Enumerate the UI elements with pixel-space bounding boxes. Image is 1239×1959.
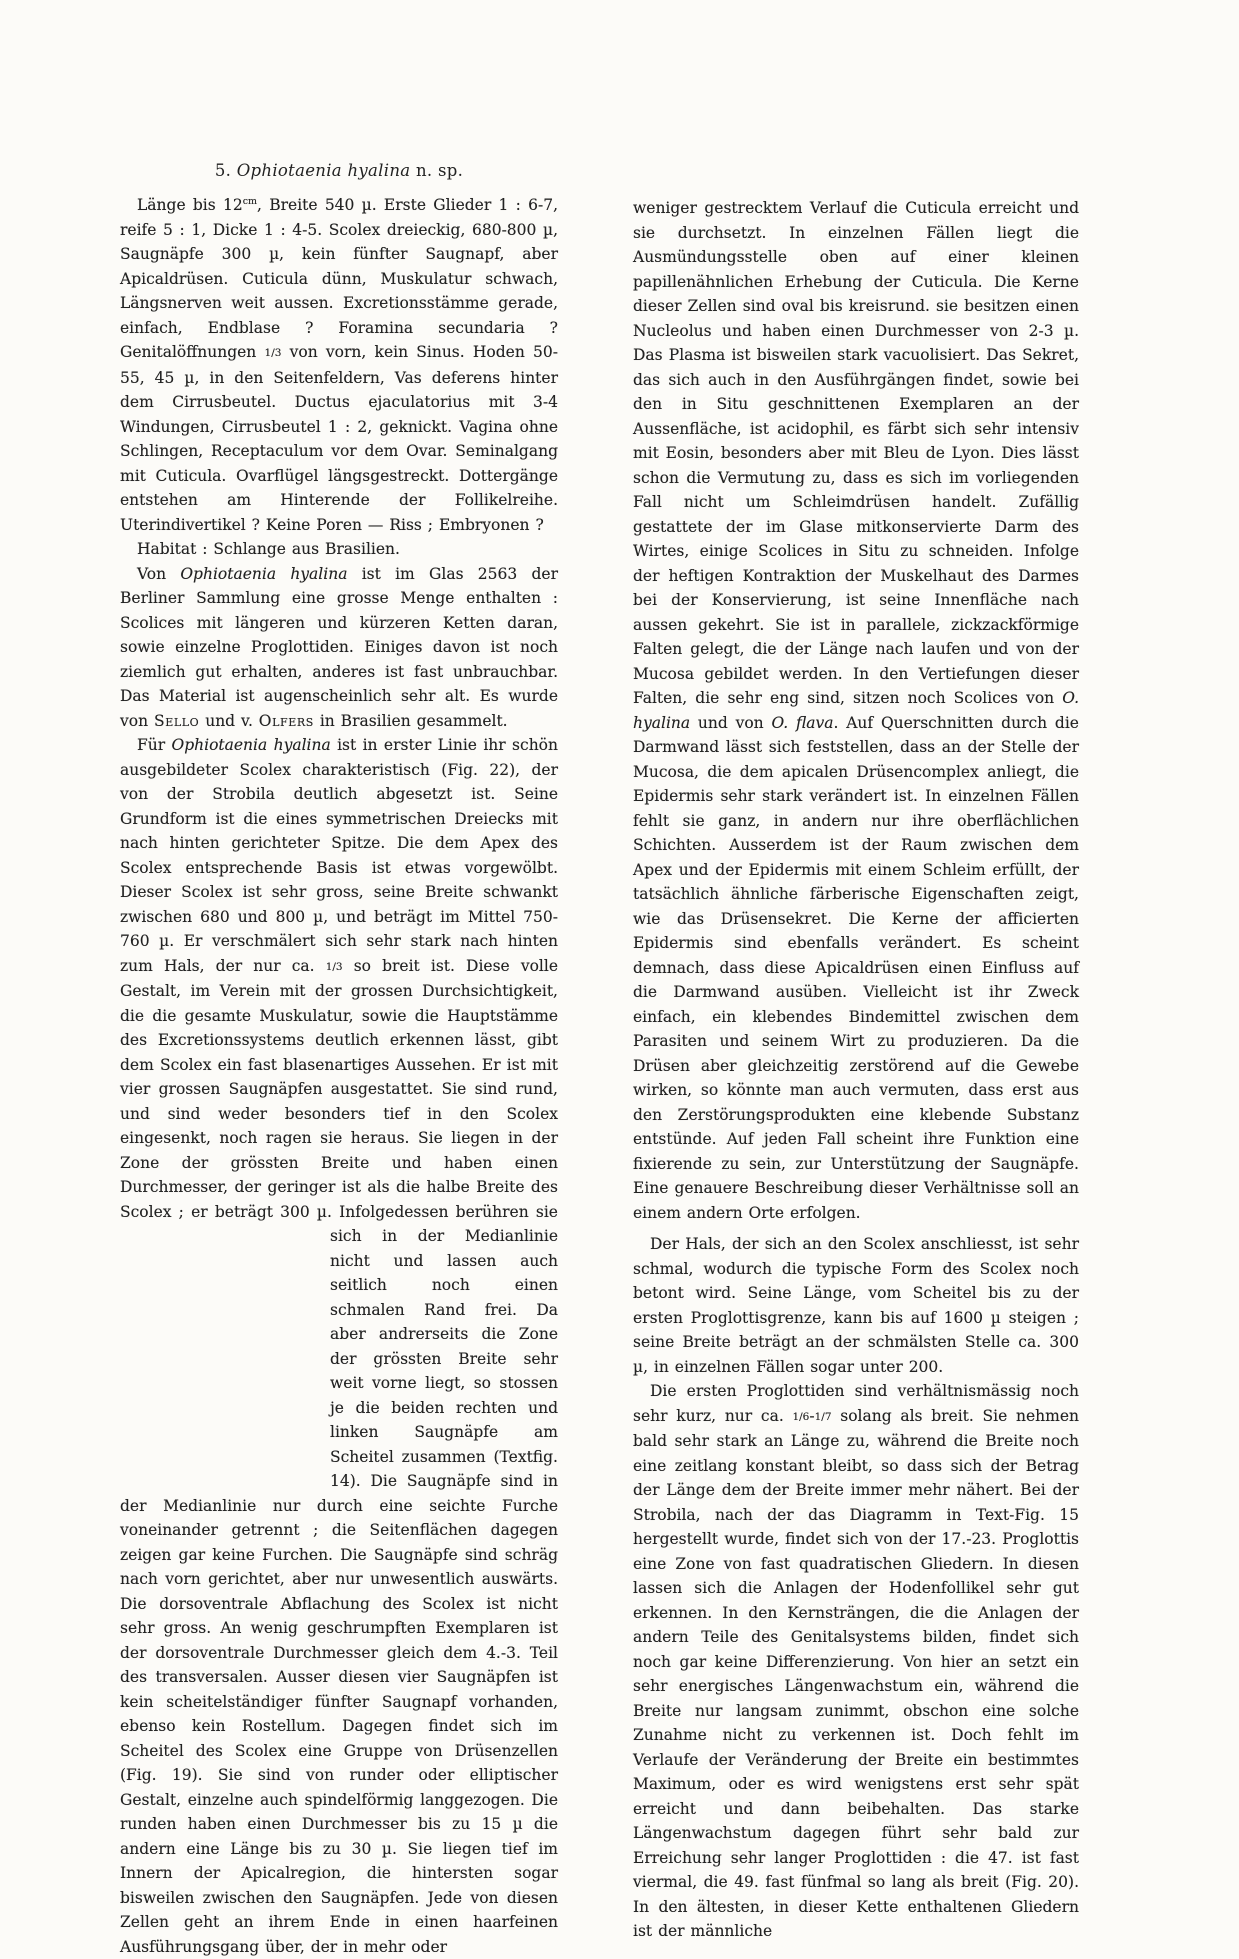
text-segment: Medianlinie nicht und lassen auch seitlich noch einen schmalen Rand frei. Da aber andrerseits die Zone der grössten Breite sehr weit vorne liegt, so stossen je die beiden rechten und linken Saugnäpfe am Scheitel zusammen (Textfig. 14). Die Saugnäpfe sind in der Medianlinie nur durch eine seichte Furche voneinander getrennt ; die Seitenflächen dagegen zeigen gar keine Furchen. Die Saugnäpfe sind schräg nach vorn gerichtet, aber nur unwesentlich auswärts. Die dorsoventrale Abflachung des Scolex ist nicht sehr gross. An wenig geschrumpften Exemplaren ist der dorsoventrale Durchmesser gleich dem 4.-3. Teil des transversalen. Ausser diesen vier Saugnäpfen ist kein scheitelständiger fünfter Saugnapf vorhanden, ebenso kein Rostellum. Dagegen findet sich im Scheitel des Scolex eine Gruppe von Drüsenzellen (Fig. 19). Sie sind von runder oder elliptischer Gestalt, einzelne auch spindelförmig langgezogen. Die runden haben einen Durchmesser bis zu 15 µ die andern eine Länge bis zu 30 µ. Sie liegen tief im Innern der Apicalregion, die hintersten sogar bisweilen zwischen den Saugnäpfen. Jede von diesen Zellen geht an ihrem Ende in einen haarfeinen Ausführungsgang über, der in mehr oder bbox=[120, 1227, 558, 1956]
paragraph-habitat bbox=[120, 537, 558, 562]
left-column bbox=[120, 158, 558, 1959]
text-segment: in Brasilien gesammelt. bbox=[313, 711, 508, 730]
paragraph-hals bbox=[633, 1232, 1079, 1379]
figure-space bbox=[120, 1224, 330, 1493]
text-segment: 1/6 bbox=[792, 1410, 810, 1423]
text-segment: ist in erster Linie ihr schön ausgebildeter Scolex charakteristisch (Fig. 22), der von der Strobila deutlich abgesetzt ist. Seine Grundform ist die eines symmetrischen Dreiecks mit nach hinten gerichteter Spitze. Die dem Apex des Scolex entsprechende Basis ist etwas vorgewölbt. Dieser Scolex ist sehr gross, seine Breite schwankt zwischen 680 und 800 µ, und beträgt im Mittel 750-760 µ. Er verschmälert sich sehr stark nach hinten zum Hals, der nur ca. bbox=[120, 736, 558, 975]
text-segment: 1/7 bbox=[814, 1410, 832, 1423]
text-segment: 1/3 bbox=[325, 960, 343, 973]
paragraph-proglottiden bbox=[633, 1379, 1079, 1944]
text-segment: O. hyalina bbox=[633, 689, 1079, 732]
paragraph-scolex bbox=[120, 733, 558, 1959]
right-column bbox=[633, 196, 1079, 1944]
paragraph-diagnosis bbox=[120, 190, 558, 537]
title-species: Ophiotaenia hyalina bbox=[236, 161, 411, 180]
text-segment: Für bbox=[137, 736, 172, 754]
text-segment: Der Hals, der sich an den Scolex anschliesst, ist sehr schmal, wodurch die typische Form des Scolex noch betont wird. Seine Länge, vom Scheitel bis zu der ersten Proglottisgrenze, kann bis auf 1600 µ steigen ; seine Breite beträgt an der schmälsten Stelle ca. 300 µ, in einzelnen Fällen sogar unter 200. bbox=[633, 1235, 1079, 1376]
text-segment: ist im Glas 2563 der Berliner Sammlung eine grosse Menge enthalten : Scolices mit längeren und kürzeren Ketten daran, sowie einzelne Proglottiden. Einiges davon ist noch ziemlich gut erhalten, anderes ist fast unbrauchbar. Das Material ist augenscheinlich sehr alt. Es wurde von bbox=[120, 564, 558, 730]
text-segment: weniger gestrecktem Verlauf die Cuticula erreicht und sie durchsetzt. In einzelnen Fällen liegt die Ausmündungsstelle oben auf einer kleinen papillenähnlichen Erhebung der Cuticula. Die Kerne dieser Zellen sind oval bis kreisrund. sie besitzen einen Nucleolus und haben einen Durchmesser von 2-3 µ. Das Plasma ist bisweilen stark vacuolisiert. Das Sekret, das sich auch in den Ausführgängen findet, sowie bei den in Situ geschnittenen Exemplaren an der Aussenfläche, ist acidophil, es färbt sich sehr intensiv mit Eosin, besonders aber mit Bleu de Lyon. Dies lässt schon die Vermutung zu, dass es sich im vorliegenden Fall nicht um Schleimdrüsen handelt. Zufällig gestattete der im Glase mitkonservierte Darm des Wirtes, einige Scolices in Situ zu schneiden. Infolge der heftigen Kontraktion der Muskelhaut des Darmes bei der Konservierung, ist seine Innenfläche nach aussen gekehrt. Sie ist in parallele, zickzackförmige Falten gelegt, die der Länge nach laufen und von der Mucosa gebildet werden. In den Vertiefungen dieser Falten, die sehr eng sind, sitzen noch Scolices von bbox=[633, 199, 1079, 707]
text-segment: O. flava bbox=[771, 713, 834, 732]
text-segment: cm bbox=[242, 196, 258, 207]
text-segment: Ophiotaenia hyalina bbox=[180, 564, 348, 583]
text-segment: . Auf Querschnitten durch die Darmwand lässt sich feststellen, dass an der Stelle der Mucosa, die dem apicalen Drüsencomplex anliegt, die Epidermis sehr stark verändert ist. In einzelnen Fällen fehlt sie ganz, in andern nur ihre oberflächlichen Schichten. Ausserdem ist der Raum zwischen dem Apex und der Epidermis mit einem Schleim erfüllt, der tatsächlich ähnliche färberische Eigenschaften zeigt, wie das Drüsensekret. Die Kerne der afficierten Epidermis sind ebenfalls verändert. Es scheint demnach, dass diese Apicaldrüsen einen Einfluss auf die Darmwand ausüben. Vielleicht ist ihr Zweck einfach, ein klebendes Bindemittel zwischen dem Parasiten und seinem Wirt zu produzieren. Da die Drüsen aber gleichzeitig zerstörend auf die Gewebe wirken, so könnte man auch vermuten, dass erst aus den Zerstörungsprodukten eine klebende Substanz entstünde. Auf jeden Fall scheint ihre Funktion eine fixierende zu sein, zur Unterstützung der Saugnäpfe. Eine genauere Beschreibung dieser Verhältnisse soll an einem andern Orte erfolgen. bbox=[633, 713, 1079, 1222]
text-segment: , Breite 540 µ. Erste Glieder 1 : 6-7, reife 5 : 1, Dicke 1 : 4-5. Scolex dreieckig, 680-800 µ, Saugnäpfe 300 µ, kein fünfter Saugnapf, aber Apicaldrüsen. Cuticula dünn, Muskulatur schwach, Längsnerven weit aussen. Excretionsstämme gerade, einfach, Endblase ? Foramina secundaria ? Genitalöffnungen bbox=[120, 196, 558, 361]
title-suffix: n. sp. bbox=[415, 161, 464, 180]
text-segment: Sello bbox=[154, 711, 200, 730]
title-number: 5. bbox=[214, 161, 232, 180]
section-title bbox=[120, 158, 558, 184]
text-segment: Habitat : Schlange aus Brasilien. bbox=[137, 540, 400, 558]
text-segment: und v. bbox=[199, 711, 259, 730]
text-segment: Olfers bbox=[258, 711, 314, 730]
text-segment: Ophiotaenia hyalina bbox=[171, 736, 331, 754]
paragraph-apicaldruesen-continuation bbox=[633, 196, 1079, 1225]
text-segment: Von bbox=[137, 564, 181, 583]
text-segment: Länge bis 12 bbox=[137, 196, 243, 214]
text-segment: Die ersten Proglottiden sind verhältnismässig noch sehr kurz, nur ca. bbox=[633, 1382, 1079, 1425]
text-segment: 1/3 bbox=[264, 347, 282, 359]
text-segment: von vorn, kein Sinus. Hoden 50-55, 45 µ, in den Seitenfeldern, Vas deferens hinter dem Cirrusbeutel. Ductus ejaculatorius mit 3-4 Windungen, Cirrusbeutel 1 : 2, geknickt. Vagina ohne Schlingen, Receptaculum vor dem Ovar. Seminalgang mit Cuticula. Ovarflügel längsgestreckt. Dottergänge entstehen am Hinterende der Follikelreihe. Uterindivertikel ? Keine Poren — Riss ; Embryonen ? bbox=[120, 343, 559, 534]
text-segment: solang als breit. Sie nehmen bald sehr stark an Länge zu, während die Breite noch eine zeitlang konstant bleibt, so dass sich der Betrag der Länge dem der Breite immer mehr nähert. Bei der Strobila, nach der das Diagramm in Text-Fig. 15 hergestellt wurde, findet sich von der 17.-23. Proglottis eine Zone von fast quadratischen Gliedern. In diesen lassen sich die Anlagen der Hodenfollikel sehr gut erkennen. In den Kernsträngen, die die Anlagen der andern Teile des Genitalsystems bilden, findet sich noch gar keine Differenzierung. Von hier an setzt ein sehr energisches Längenwachstum ein, während die Breite nur langsam zunimmt, obschon eine solche Zunahme nicht zu verkennen ist. Doch fehlt im Verlaufe der Veränderung der Breite ein bestimmtes Maximum, oder es wird wenigstens erst sehr spät erreicht und dann beibehalten. Das starke Längenwachstum dagegen führt sehr bald zur Erreichung sehr langer Proglottiden : die 47. ist fast viermal, die 49. fast fünfmal so lang als breit (Fig. 20). In den ältesten, in dieser Kette enthaltenen Gliedern ist der männliche bbox=[633, 1406, 1079, 1940]
text-segment: - bbox=[809, 1406, 815, 1425]
text-segment: und von bbox=[690, 713, 772, 732]
paragraph-material bbox=[120, 562, 558, 734]
text-segment: so breit ist. Diese volle Gestalt, im Verein mit der grossen Durchsichtigkeit, die die gesamte Muskulatur, sowie die Hauptstämme des Excretionssystems deutlich erkennen lässt, gibt dem Scolex ein fast blasenartiges Aussehen. Er ist mit vier grossen Saugnäpfen ausgestattet. Sie sind rund, und sind weder besonders tief in den Scolex eingesenkt, noch ragen sie heraus. Sie liegen in der Zone der grössten Breite und haben einen Durchmesser, der geringer ist als die halbe Breite des Scolex ; er beträgt 300 µ. Infolgedessen berühren sie sich in der bbox=[120, 956, 559, 1245]
